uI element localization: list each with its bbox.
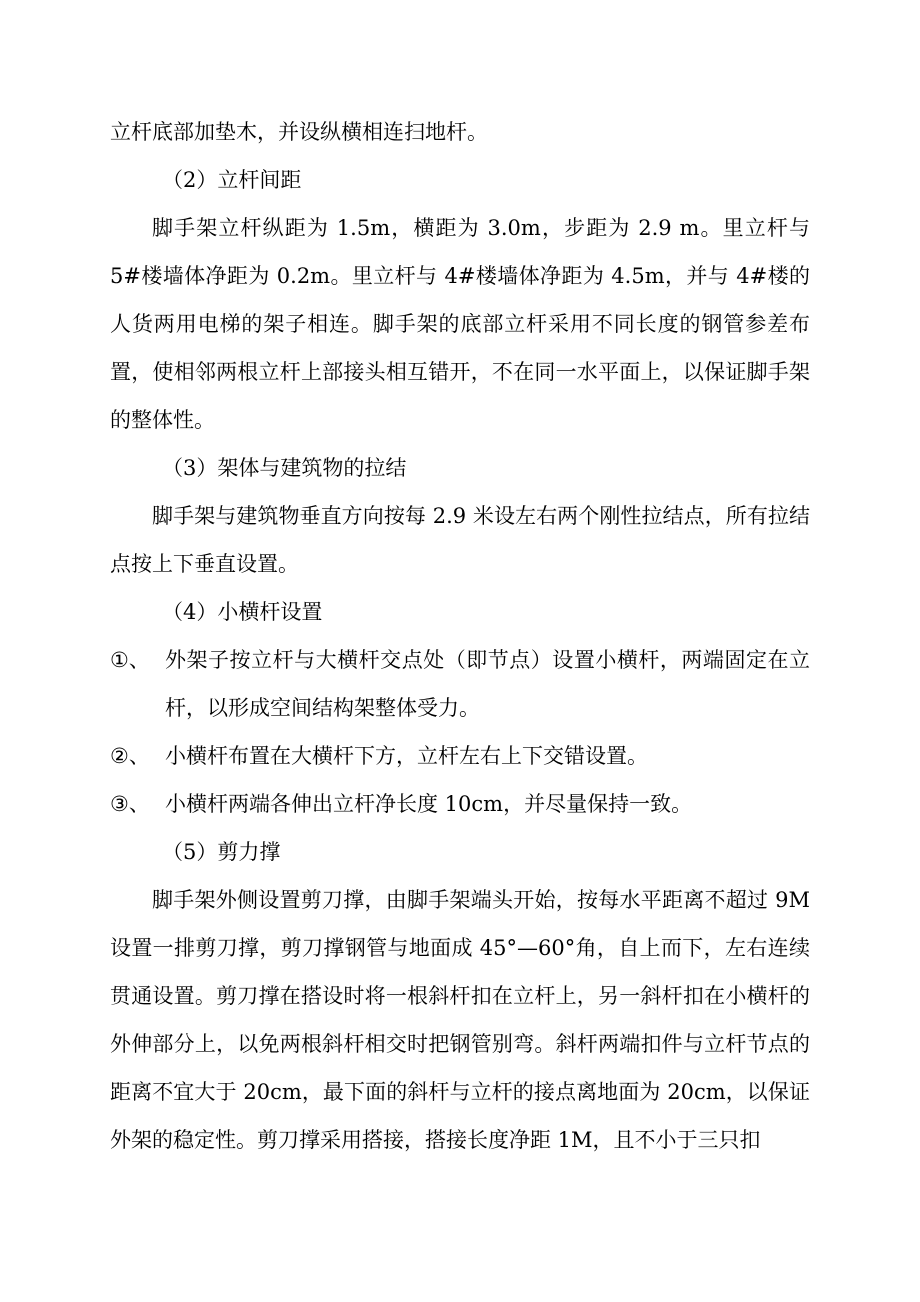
list-item-1 <box>110 636 810 732</box>
paragraph-tie-points: 脚手架与建筑物垂直方向按每 2.9 米设左右两个刚性拉结点，所有拉结点按上下垂直设置。 <box>110 504 810 576</box>
section-heading-2: （2）立杆间距 <box>162 168 302 192</box>
section-heading-3: （3）架体与建筑物的拉结 <box>162 456 407 480</box>
section-heading-4: （4）小横杆设置 <box>162 600 323 624</box>
list-item-2 <box>110 732 810 780</box>
paragraph-continuation: 立杆底部加垫木，并设纵横相连扫地杆。 <box>110 120 488 144</box>
list-item-3 <box>110 780 810 828</box>
list-marker: ③、 <box>110 792 150 816</box>
list-item-text: 小横杆两端各伸出立杆净长度 10cm，并尽量保持一致。 <box>165 792 693 816</box>
paragraph-pole-spacing: 脚手架立杆纵距为 1.5m，横距为 3.0m，步距为 2.9 m。里立杆与 5#楼墙体净距为 0.2m。里立杆与 4#楼墙体净距为 4.5m，并与 4#楼的人货两用电梯的架子相连。脚手架的底部立杆采用不同长度的钢管参差布置，使相邻两根立杆上部接头相互错开，不在同一水平面上，以保证脚手架的整体性。 <box>110 216 810 432</box>
list-item-text: 外架子按立杆与大横杆交点处（即节点）设置小横杆，两端固定在立杆，以形成空间结构架整体受力。 <box>165 648 810 720</box>
document-body <box>110 108 810 1164</box>
section-heading-5: （5）剪力撑 <box>162 840 281 864</box>
list-item-text: 小横杆布置在大横杆下方，立杆左右上下交错设置。 <box>165 744 648 768</box>
paragraph-cross-bracing: 脚手架外侧设置剪刀撑，由脚手架端头开始，按每水平距离不超过 9M设置一排剪刀撑，剪刀撑钢管与地面成 45°—60°角，自上而下，左右连续贯通设置。剪刀撑在搭设时将一根斜杆扣在立杆上，另一斜杆扣在小横杆的外伸部分上，以免两根斜杆相交时把钢管别弯。斜杆两端扣件与立杆节点的距离不宜大于 20cm，最下面的斜杆与立杆的接点离地面为 20cm，以保证外架的稳定性。剪刀撑采用搭接，搭接长度净距 1M，且不小于三只扣 <box>110 888 810 1152</box>
list-marker: ②、 <box>110 744 150 768</box>
list-marker: ①、 <box>110 648 150 672</box>
